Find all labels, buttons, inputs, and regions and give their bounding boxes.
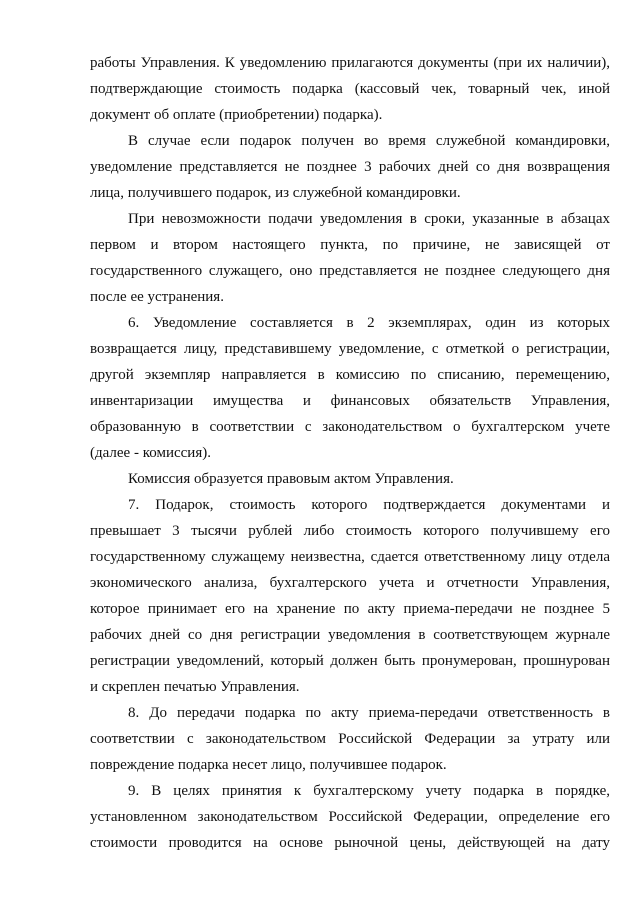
document-body xyxy=(90,50,610,856)
text-line: работы Управления. К уведомлению прилагаются документы (при их наличии), xyxy=(90,55,610,71)
text-line: соответствии с законодательством Российской Федерации за утрату или xyxy=(90,731,610,747)
text-line: лица, получившего подарок, из служебной командировки. xyxy=(90,185,461,201)
text-line: документ об оплате (приобретении) подарка). xyxy=(90,107,383,123)
text-line: (далее - комиссия). xyxy=(90,445,211,461)
text-line: которое принимает его на хранение по акту приема-передачи не позднее 5 xyxy=(90,601,610,617)
text-line: образованную в соответствии с законодательством о бухгалтерском учете xyxy=(90,419,610,435)
text-line: и скреплен печатью Управления. xyxy=(90,679,300,695)
text-line: При невозможности подачи уведомления в сроки, указанные в абзацах xyxy=(128,211,610,227)
text-line: стоимости проводится на основе рыночной цены, действующей на дату xyxy=(90,835,610,851)
paragraph xyxy=(90,206,610,310)
paragraph xyxy=(90,492,610,700)
paragraph xyxy=(90,466,610,492)
text-line: уведомление представляется не позднее 3 рабочих дней со дня возвращения xyxy=(90,159,610,175)
text-line: другой экземпляр направляется в комиссию по списанию, перемещению, xyxy=(90,367,610,383)
text-line: 8. До передачи подарка по акту приема-передачи ответственность в xyxy=(128,705,610,721)
text-line: регистрации уведомлений, который должен быть пронумерован, прошнурован xyxy=(90,653,610,669)
text-line: 9. В целях принятия к бухгалтерскому учету подарка в порядке, xyxy=(128,783,610,799)
text-line: превышает 3 тысячи рублей либо стоимость которого получившему его xyxy=(90,523,610,539)
text-line: 7. Подарок, стоимость которого подтверждается документами и xyxy=(128,497,610,513)
text-line: 6. Уведомление составляется в 2 экземплярах, один из которых xyxy=(128,315,610,331)
text-line: после ее устранения. xyxy=(90,289,224,305)
text-line: В случае если подарок получен во время служебной командировки, xyxy=(128,133,610,149)
paragraph xyxy=(90,50,610,128)
text-line: Комиссия образуется правовым актом Управления. xyxy=(128,471,454,487)
paragraph xyxy=(90,310,610,466)
text-line: экономического анализа, бухгалтерского учета и отчетности Управления, xyxy=(90,575,610,591)
text-line: повреждение подарка несет лицо, получившее подарок. xyxy=(90,757,447,773)
text-line: первом и втором настоящего пункта, по причине, не зависящей от xyxy=(90,237,610,253)
text-line: государственному служащему неизвестна, сдается ответственному лицу отдела xyxy=(90,549,610,565)
text-line: установленном законодательством Российской Федерации, определение его xyxy=(90,809,610,825)
paragraph xyxy=(90,128,610,206)
text-line: рабочих дней со дня регистрации уведомления в соответствующем журнале xyxy=(90,627,610,643)
paragraph xyxy=(90,700,610,778)
text-line: государственного служащего, оно представляется не позднее следующего дня xyxy=(90,263,610,279)
text-line: возвращается лицу, представившему уведомление, с отметкой о регистрации, xyxy=(90,341,610,357)
text-line: подтверждающие стоимость подарка (кассовый чек, товарный чек, иной xyxy=(90,81,610,97)
paragraph xyxy=(90,778,610,856)
text-line: инвентаризации имущества и финансовых обязательств Управления, xyxy=(90,393,610,409)
